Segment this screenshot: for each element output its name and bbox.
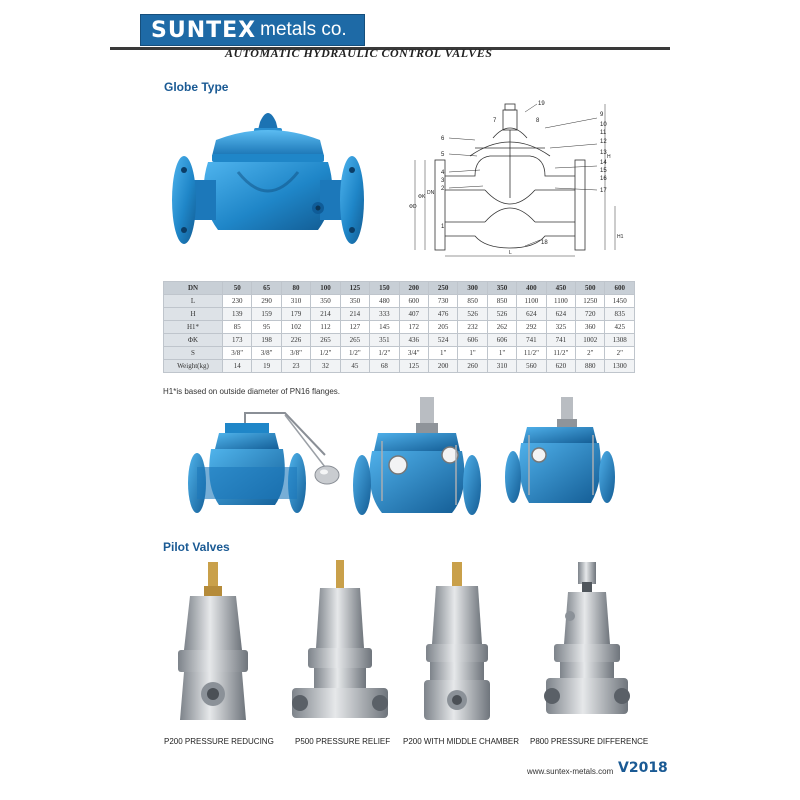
spec-table-cell: 624: [546, 308, 575, 321]
spec-table-cell: 292: [517, 321, 546, 334]
spec-table-cell: 1308: [605, 334, 635, 347]
callout-17: 17: [600, 188, 607, 194]
spec-table-row: [164, 347, 635, 360]
spec-table-cell: 741: [546, 334, 575, 347]
spec-table-cell: 179: [281, 308, 310, 321]
spec-table-cell: 11/2": [517, 347, 546, 360]
spec-table-cell: 85: [223, 321, 252, 334]
callout-4: 4: [441, 170, 445, 176]
callout-19: 19: [538, 101, 545, 107]
spec-table-cell: 880: [576, 360, 605, 373]
callout-10: 10: [600, 122, 607, 128]
pilot-valve-p200-photo: [168, 560, 258, 730]
spec-table-cell: 526: [458, 308, 487, 321]
callout-6: 6: [441, 136, 445, 142]
globe-type-title: Globe Type: [164, 80, 229, 94]
globe-valve-photo: [168, 100, 368, 250]
spec-table-cell: 620: [546, 360, 575, 373]
spec-table-cell: 450: [546, 282, 575, 295]
callout-9: 9: [600, 112, 604, 118]
spec-table-cell: 1/2": [311, 347, 340, 360]
spec-table-cell: 425: [605, 321, 635, 334]
spec-table-cell: 32: [311, 360, 340, 373]
header-tagline: AUTOMATIC HYDRAULIC CONTROL VALVES: [225, 46, 493, 60]
pilot-valve-p800-photo: [542, 560, 632, 728]
callout-14: 14: [600, 160, 607, 166]
spec-table-cell: 600: [605, 282, 635, 295]
spec-table-cell: 3/8": [281, 347, 310, 360]
caption-p800-pressure-difference: P800 PRESSURE DIFFERENCE: [530, 737, 649, 746]
spec-table-cell: 112: [311, 321, 340, 334]
spec-table-cell: 1100: [546, 295, 575, 308]
spec-table-cell: 606: [458, 334, 487, 347]
pilot-valve-p500-photo: [290, 558, 390, 730]
spec-table-cell: 850: [458, 295, 487, 308]
pilot-valve-p200-middle-chamber-photo: [412, 560, 502, 728]
spec-table-cell: 1": [428, 347, 457, 360]
spec-table-cell: 400: [517, 282, 546, 295]
callout-7: 7: [493, 118, 497, 124]
spec-table-cell: 68: [370, 360, 399, 373]
spec-table-cell: 95: [252, 321, 281, 334]
callout-12: 12: [600, 139, 607, 145]
spec-table-cell: 333: [370, 308, 399, 321]
spec-table-cell: 3/4": [399, 347, 428, 360]
spec-table-cell: 125: [340, 282, 369, 295]
spec-table-cell: 173: [223, 334, 252, 347]
spec-table-cell: 600: [399, 295, 428, 308]
spec-table-cell: 407: [399, 308, 428, 321]
spec-table-row-label: S: [164, 347, 223, 360]
caption-p200-middle-chamber: P200 WITH MIDDLE CHAMBER: [403, 737, 520, 746]
spec-table-cell: 2": [605, 347, 635, 360]
spec-table-cell: 232: [458, 321, 487, 334]
callout-8: 8: [536, 118, 540, 124]
spec-table-cell: 139: [223, 308, 252, 321]
spec-table-row-label: Weight(kg): [164, 360, 223, 373]
spec-table-cell: 1": [458, 347, 487, 360]
brand-suffix: metals co.: [260, 19, 347, 40]
spec-table-cell: 265: [340, 334, 369, 347]
spec-table-cell: 850: [487, 295, 516, 308]
spec-table-cell: 1/2": [370, 347, 399, 360]
dim-label-h: H: [607, 154, 611, 160]
spec-table-cell: 835: [605, 308, 635, 321]
callout-5: 5: [441, 152, 445, 158]
spec-table-cell: 100: [311, 282, 340, 295]
spec-table-cell: 1450: [605, 295, 635, 308]
spec-table-cell: 741: [517, 334, 546, 347]
callout-13: 13: [600, 150, 607, 156]
spec-table-cell: 720: [576, 308, 605, 321]
spec-table-cell: 325: [546, 321, 575, 334]
callout-11: 11: [600, 130, 607, 136]
footer-version: V2018: [618, 760, 668, 776]
pressure-sustaining-assembly-photo: [505, 395, 615, 510]
spec-table-cell: 524: [428, 334, 457, 347]
spec-table-cell: 300: [458, 282, 487, 295]
spec-table-cell: 310: [487, 360, 516, 373]
spec-table-cell: 262: [487, 321, 516, 334]
caption-p500-pressure-relief: P500 PRESSURE RELIEF: [295, 737, 391, 746]
float-valve-photo: [185, 405, 345, 520]
spec-table-cell: 1100: [517, 295, 546, 308]
spec-table-cell: 351: [370, 334, 399, 347]
spec-table-cell: 1/2": [340, 347, 369, 360]
spec-table-cell: 3/8": [223, 347, 252, 360]
spec-table-cell: 2": [576, 347, 605, 360]
callout-16: 16: [600, 176, 607, 182]
spec-table-cell: 3/8": [252, 347, 281, 360]
spec-table-cell: 260: [458, 360, 487, 373]
spec-table-row: [164, 295, 635, 308]
spec-table-row-label: H: [164, 308, 223, 321]
spec-table-row: [164, 334, 635, 347]
spec-table-cell: 730: [428, 295, 457, 308]
spec-table-cell: 265: [311, 334, 340, 347]
spec-table-cell: 11/2": [546, 347, 575, 360]
spec-table-row: [164, 360, 635, 373]
spec-table-header-row: [164, 282, 635, 295]
spec-table-cell: 214: [340, 308, 369, 321]
spec-table-row-label: L: [164, 295, 223, 308]
brand-logo: [140, 14, 365, 46]
spec-table-cell: 290: [252, 295, 281, 308]
spec-table-row-label: H1*: [164, 321, 223, 334]
spec-table-row-label: DN: [164, 282, 223, 295]
spec-table-cell: 205: [428, 321, 457, 334]
callout-15: 15: [600, 168, 607, 174]
spec-table-cell: 250: [428, 282, 457, 295]
spec-table-cell: 80: [281, 282, 310, 295]
dim-label-dn: DN: [427, 190, 435, 196]
spec-table-cell: 606: [487, 334, 516, 347]
spec-table-cell: 480: [370, 295, 399, 308]
callout-18: 18: [541, 240, 548, 246]
spec-table-cell: 125: [399, 360, 428, 373]
spec-table-cell: 360: [576, 321, 605, 334]
spec-table: [163, 281, 635, 373]
spec-table-cell: 1300: [605, 360, 635, 373]
spec-table-cell: 1": [487, 347, 516, 360]
dim-label-k: ΦK: [418, 194, 426, 200]
spec-table-cell: 476: [428, 308, 457, 321]
spec-table-cell: 23: [281, 360, 310, 373]
callout-3: 3: [441, 178, 445, 184]
spec-table-cell: 127: [340, 321, 369, 334]
callout-1: 1: [441, 224, 445, 230]
callout-2: 2: [441, 186, 445, 192]
spec-table-cell: 145: [370, 321, 399, 334]
spec-table-cell: 1002: [576, 334, 605, 347]
spec-table-cell: 350: [311, 295, 340, 308]
spec-table-cell: 310: [281, 295, 310, 308]
spec-table-cell: 172: [399, 321, 428, 334]
spec-table-cell: 350: [487, 282, 516, 295]
spec-table-cell: 200: [428, 360, 457, 373]
spec-table-row: [164, 321, 635, 334]
caption-p200-pressure-reducing: P200 PRESSURE REDUCING: [164, 737, 274, 746]
spec-table-cell: 200: [399, 282, 428, 295]
spec-table-cell: 226: [281, 334, 310, 347]
dim-label-od: ΦD: [409, 204, 417, 210]
spec-table-cell: 1250: [576, 295, 605, 308]
spec-table-cell: 150: [370, 282, 399, 295]
spec-table-row-label: ΦK: [164, 334, 223, 347]
dim-label-h1: H1: [617, 234, 624, 240]
globe-valve-drawing: [405, 98, 635, 260]
flange-note: H1*is based on outside diameter of PN16 flanges.: [163, 387, 340, 396]
pressure-reducing-assembly-photo: [352, 395, 482, 520]
dim-label-l: L: [509, 250, 512, 256]
spec-table-cell: 214: [311, 308, 340, 321]
spec-table-row: [164, 308, 635, 321]
spec-table-cell: 14: [223, 360, 252, 373]
spec-table-cell: 102: [281, 321, 310, 334]
spec-table-cell: 436: [399, 334, 428, 347]
spec-table-cell: 526: [487, 308, 516, 321]
footer-website: www.suntex-metals.com: [527, 767, 614, 776]
spec-table-cell: 159: [252, 308, 281, 321]
spec-table-cell: 19: [252, 360, 281, 373]
pilot-valves-title: Pilot Valves: [163, 540, 230, 554]
spec-table-cell: 500: [576, 282, 605, 295]
spec-table-cell: 45: [340, 360, 369, 373]
spec-table-cell: 230: [223, 295, 252, 308]
spec-table-cell: 560: [517, 360, 546, 373]
brand-name: SUNTEX: [151, 17, 257, 43]
spec-table-cell: 624: [517, 308, 546, 321]
spec-table-cell: 350: [340, 295, 369, 308]
spec-table-cell: 50: [223, 282, 252, 295]
spec-table-cell: 198: [252, 334, 281, 347]
spec-table-cell: 65: [252, 282, 281, 295]
